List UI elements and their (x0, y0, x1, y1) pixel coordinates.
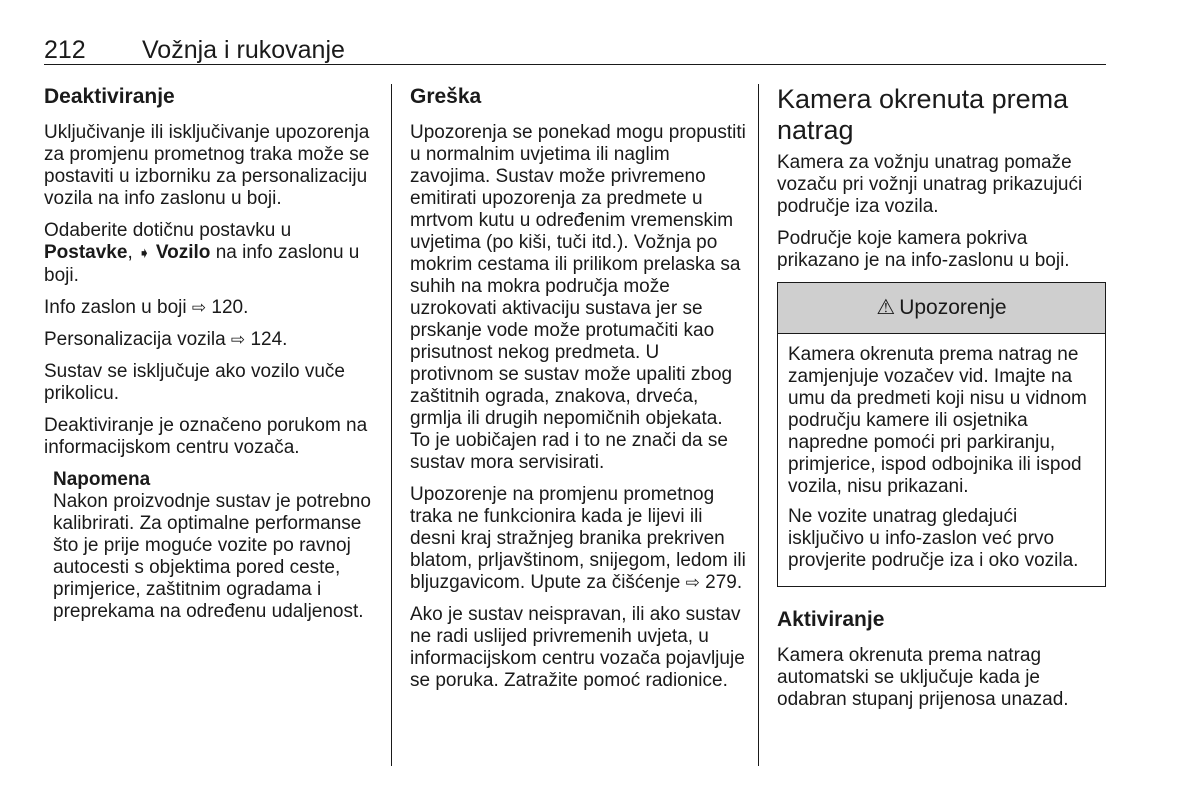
settings-path-paragraph: Odaberite dotičnu postavku u Postavke, ➧ Vozilo na info zaslonu u boji. (44, 220, 360, 286)
warning-body (778, 334, 1105, 586)
page-reference-arrow-icon: ⇨ (230, 330, 246, 349)
cross-reference-info-zaslon: Info zaslon u boji ⇨ 120. (44, 297, 249, 318)
warning-triangle-icon: ⚠ (876, 296, 896, 319)
page-reference[interactable]: 124. (250, 329, 288, 350)
page-header (44, 36, 1106, 64)
paragraph: Ako je sustav neispravan, ili ako sustav ne radi uslijed privremenih uvjeta, u informacijskom centru vozača pojavljuje se poruka. Zatražite pomoć radionice. (410, 604, 745, 691)
note-title: Napomena (53, 469, 151, 490)
section-title-kamera: Kamera okrenuta prema natrag (777, 84, 1069, 145)
warning-box (777, 282, 1106, 587)
header-rule (44, 64, 1106, 65)
cleaning-paragraph: Upozorenje na promjenu prometnog traka ne funkcionira kada je lijevi ili desni kraj stražnjeg branika prekriven blatom, prljavštinom, snijegom, ledom ili bljuzgavicom. Upute za čišćenje ⇨ 279. (410, 484, 746, 593)
column-left (44, 84, 380, 623)
page-reference[interactable]: 279. (705, 572, 743, 593)
warning-header (778, 283, 1105, 334)
paragraph: Deaktiviranje je označeno porukom na informacijskom centru vozača. (44, 415, 368, 458)
paragraph: Sustav se isključuje ako vozilo vuče prikolicu. (44, 361, 345, 404)
paragraph: Uključivanje ili isključivanje upozorenja za promjenu prometnog traka može se postaviti u izborniku za personalizaciju vozila na info zaslonu u boji. (44, 122, 370, 209)
note-box (53, 469, 380, 623)
paragraph: Kamera okrenuta prema natrag automatski se uključuje kada je odabran stupanj prijenosa unazad. (777, 645, 1069, 710)
page-reference-arrow-icon: ⇨ (191, 298, 207, 317)
paragraph: Upozorenja se ponekad mogu propustiti u normalnim uvjetima ili naglim zavojima. Sustav može privremeno emitirati upozorenja za predmete u mrtvom kutu u određenim vremenskim uvjetima (po kiši, tuči itd.). Vožnja po mokrim cestama ili prilikom prelaska sa suhih na mokra područja može uzrokovati aktivaciju sustava jer se prskanje vode može protumačiti kao prisutnost nekog predmeta. U protivnom se sustav može upaliti zbog zaštitnih ograda, znakova, drveća, grmlja ili drugih nepomičnih objekata. To je uobičajen rad i to ne znači da se sustav mora servisirati. (410, 122, 746, 473)
column-divider (758, 84, 759, 766)
section-heading-greska: Greška (410, 85, 482, 108)
note-text: Nakon proizvodnje sustav je potrebno kalibrirati. Za optimalne performanse što je prije moguće vozite po ravnoj autocesti s objektima pored ceste, primjerice, zaštitnim ogradama i preprekama na određenu udaljenost. (53, 491, 371, 622)
column-middle (410, 84, 746, 702)
page-reference[interactable]: 120. (211, 297, 249, 318)
paragraph: Područje koje kamera pokriva prikazano je na info-zaslonu u boji. (777, 228, 1070, 271)
page-reference-arrow-icon: ⇨ (685, 573, 700, 592)
menu-item-vozilo: Vozilo (155, 242, 211, 263)
paragraph: Kamera za vožnju unatrag pomaže vozaču pri vožnji unatrag prikazujući područje iza vozila. (777, 152, 1083, 217)
chapter-title: Vožnja i rukovanje (142, 36, 345, 64)
column-divider (391, 84, 392, 766)
warning-text: Kamera okrenuta prema natrag ne zamjenjuje vozačev vid. Imajte na umu da predmeti koji nisu u vidnom području kamere ili osjetnika napredne pomoći pri parkiranju, primjerice, ispod odbojnika ili ispod vozila, nisu prikazani. (788, 344, 1087, 497)
cross-reference-personalizacija: Personalizacija vozila ⇨ 124. (44, 329, 288, 350)
section-heading-deaktiviranje: Deaktiviranje (44, 85, 175, 108)
section-heading-aktiviranje: Aktiviranje (777, 608, 885, 631)
column-right (777, 84, 1106, 721)
page-number: 212 (44, 36, 86, 64)
menu-arrow-icon: ➧ (138, 245, 151, 262)
menu-item-postavke: Postavke (44, 242, 128, 263)
warning-title: Upozorenje (899, 296, 1007, 319)
warning-text: Ne vozite unatrag gledajući isključivo u info-zaslon već prvo provjerite područje iza i oko vozila. (788, 506, 1079, 571)
